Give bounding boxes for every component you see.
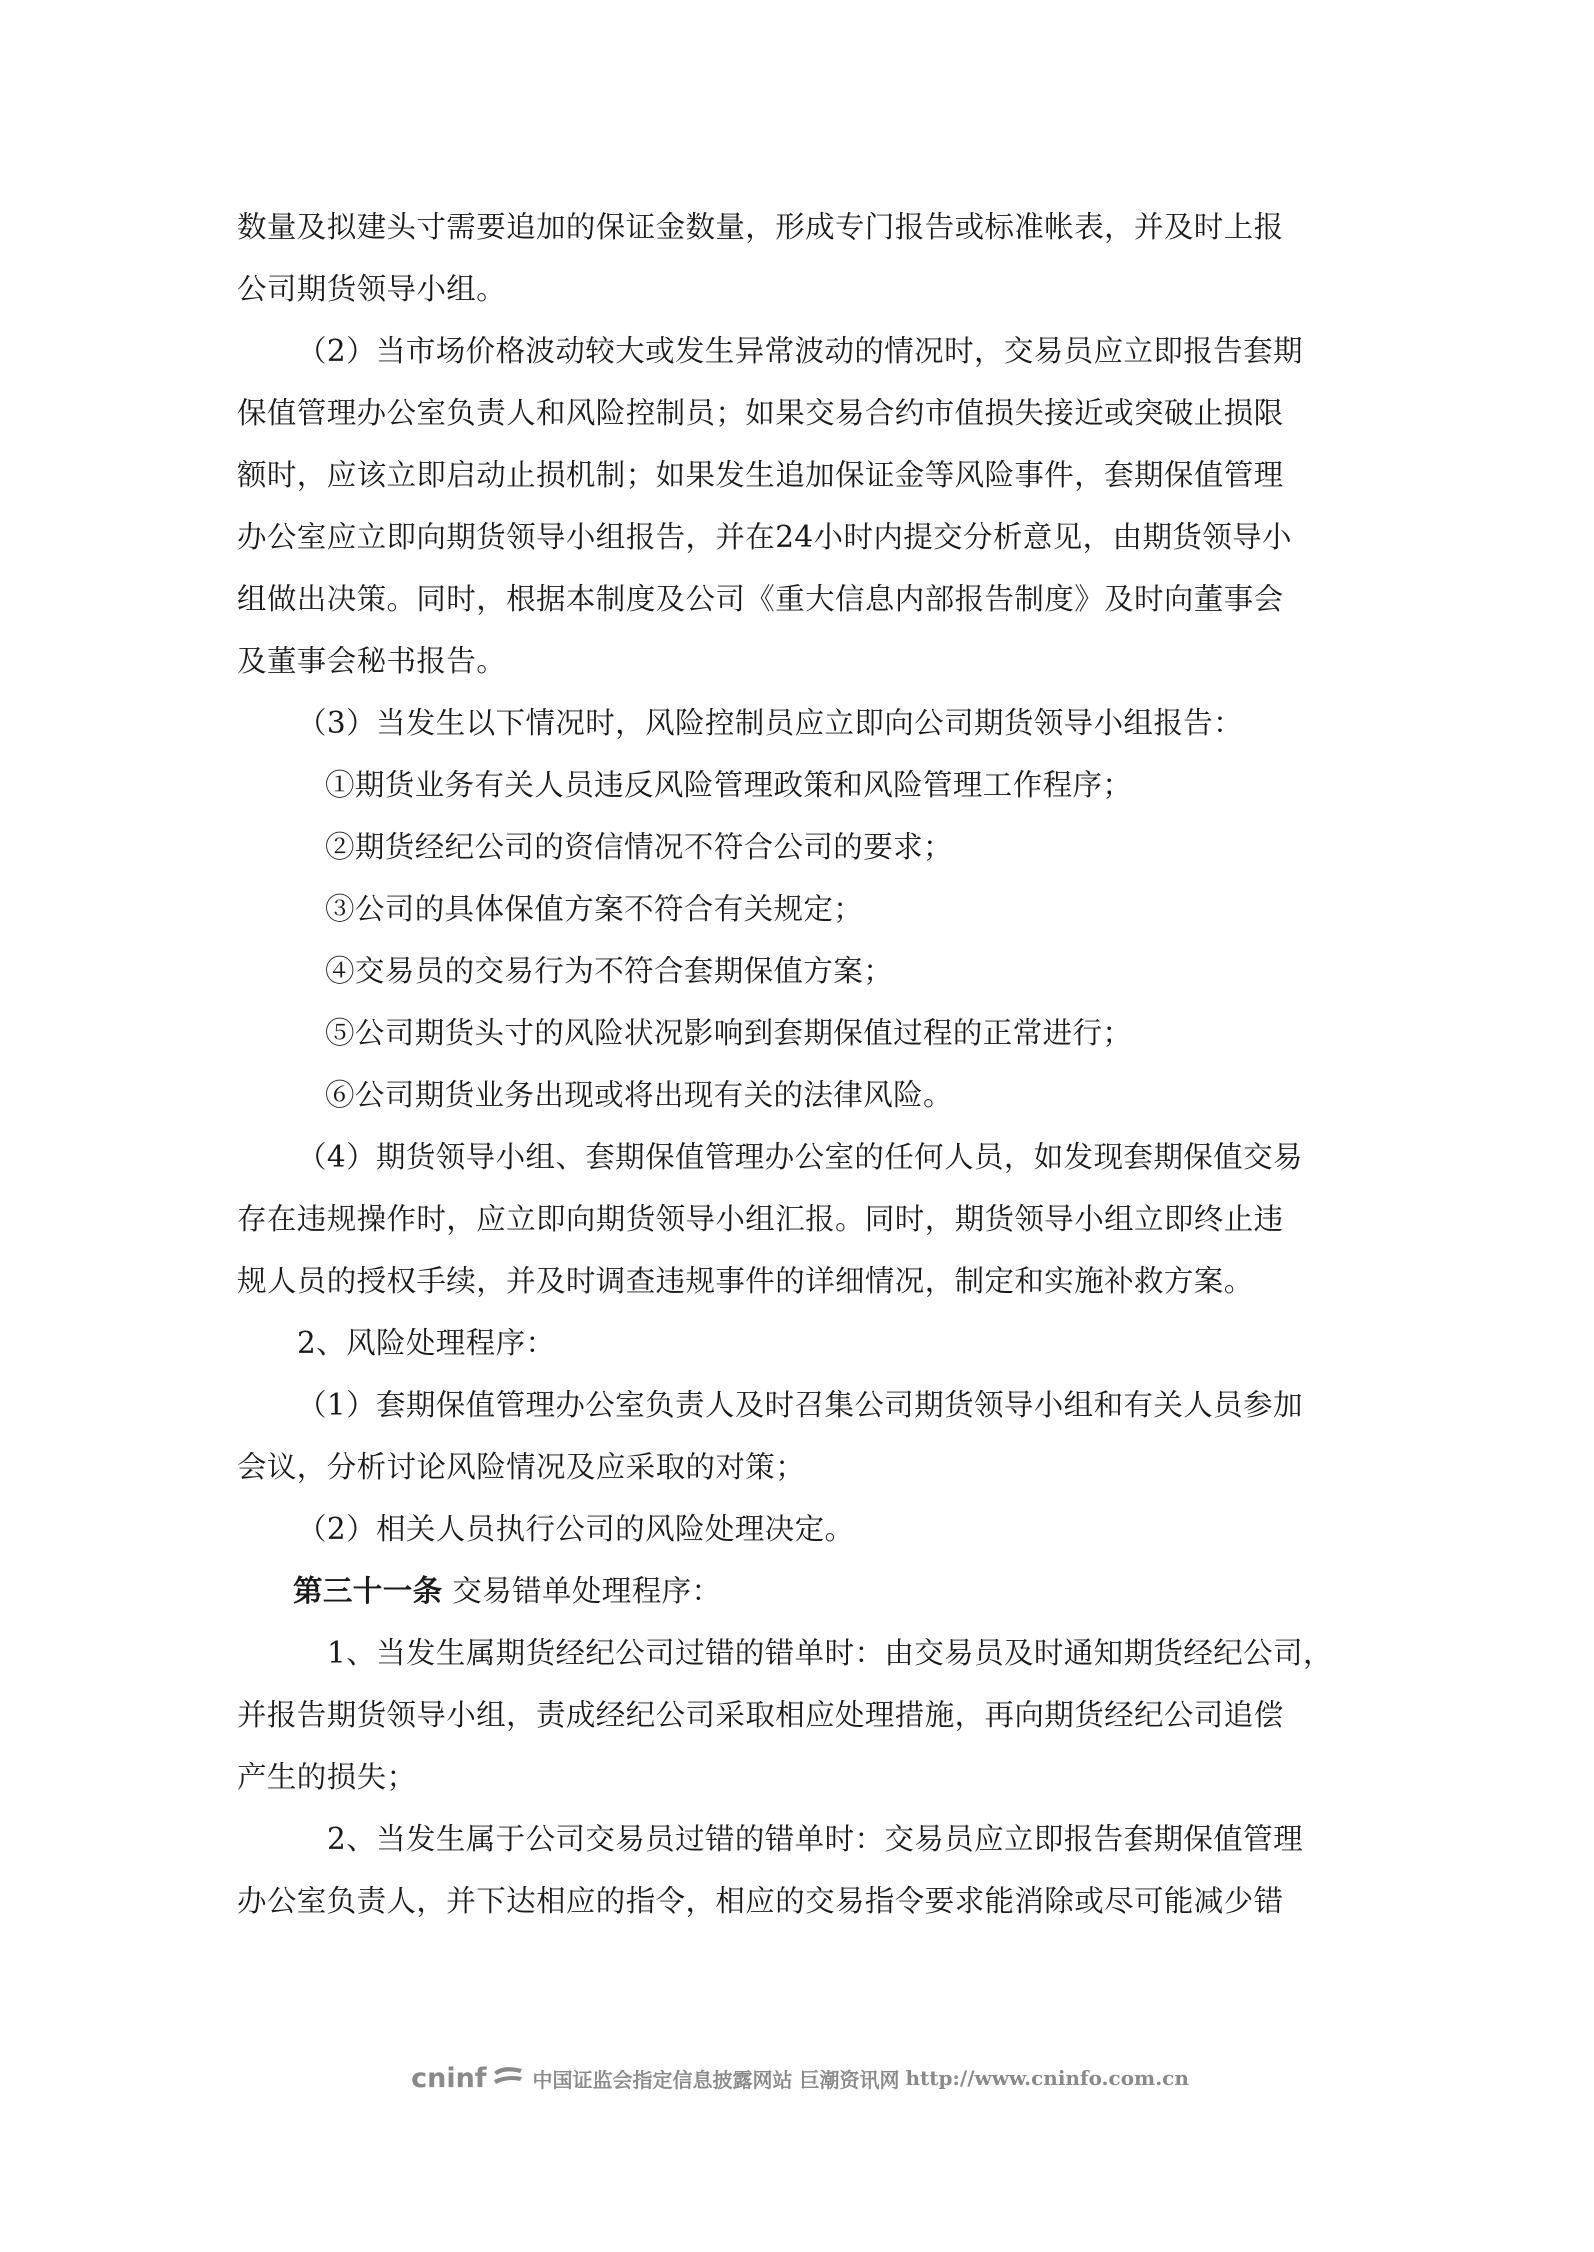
text-line: 组做出决策。同时，根据本制度及公司《重大信息内部报告制度》及时向董事会 [237, 582, 1284, 616]
document-body [237, 196, 1372, 1932]
article-label: 第三十一条 [293, 1573, 443, 1608]
list-item: ②期货经纪公司的资信情况不符合公司的要求； [325, 830, 953, 864]
text-line: 数量及拟建头寸需要追加的保证金数量，形成专门报告或标准帐表，并及时上报 [237, 210, 1284, 244]
text-line: 额时，应该立即启动止损机制；如果发生追加保证金等风险事件，套期保值管理 [237, 458, 1284, 492]
list-item: ⑤公司期货头寸的风险状况影响到套期保值过程的正常进行； [325, 1016, 1133, 1050]
cninfo-logo-icon [491, 2063, 525, 2093]
list-item: ③公司的具体保值方案不符合有关规定； [325, 892, 864, 926]
text-line: （2）相关人员执行公司的风险处理决定。 [297, 1512, 855, 1546]
text-line: 并报告期货领导小组，责成经纪公司采取相应处理措施，再向期货经纪公司追偿 [237, 1698, 1284, 1732]
list-item: ⑥公司期货业务出现或将出现有关的法律风险。 [325, 1078, 953, 1112]
footer-site-name: 中国证监会指定信息披露网站 巨潮资讯网 [532, 2067, 900, 2092]
footer-url: http://www.cninfo.com.cn [905, 2066, 1189, 2090]
text-line: （3）当发生以下情况时，风险控制员应立即向公司期货领导小组报告： [297, 706, 1244, 740]
text-line: （1）套期保值管理办公室负责人及时召集公司期货领导小组和有关人员参加 [297, 1388, 1303, 1422]
text-line: 保值管理办公室负责人和风险控制员；如果交易合约市值损失接近或突破止损限 [237, 396, 1284, 430]
text-line: 产生的损失； [237, 1760, 417, 1794]
cninfo-logo: cninf [411, 2062, 487, 2094]
article-heading [237, 1560, 1372, 1622]
article-title: 交易错单处理程序： [452, 1574, 722, 1608]
text-line: 2、当发生属于公司交易员过错的错单时：交易员应立即报告套期保值管理 [327, 1822, 1303, 1856]
text-line: 办公室应立即向期货领导小组报告，并在24小时内提交分析意见，由期货领导小 [237, 520, 1292, 554]
text-line: （4）期货领导小组、套期保值管理办公室的任何人员，如发现套期保值交易 [297, 1140, 1303, 1174]
section-heading: 2、风险处理程序： [297, 1326, 556, 1360]
text-line: 办公室负责人，并下达相应的指令，相应的交易指令要求能消除或尽可能减少错 [237, 1884, 1284, 1918]
text-line: 规人员的授权手续，并及时调查违规事件的详细情况，制定和实施补救方案。 [237, 1264, 1254, 1298]
list-item: ①期货业务有关人员违反风险管理政策和风险管理工作程序； [325, 768, 1133, 802]
text-line: 及董事会秘书报告。 [237, 644, 507, 678]
text-line: 存在违规操作时，应立即向期货领导小组汇报。同时，期货领导小组立即终止违 [237, 1202, 1284, 1236]
text-line: 1、当发生属期货经纪公司过错的错单时：由交易员及时通知期货经纪公司， [327, 1636, 1333, 1670]
list-item: ④交易员的交易行为不符合套期保值方案； [325, 954, 894, 988]
page-footer [370, 2058, 1230, 2098]
text-line: 公司期货领导小组。 [237, 272, 507, 306]
text-line: 会议，分析讨论风险情况及应采取的对策； [237, 1450, 806, 1484]
text-line: （2）当市场价格波动较大或发生异常波动的情况时，交易员应立即报告套期 [297, 334, 1303, 368]
